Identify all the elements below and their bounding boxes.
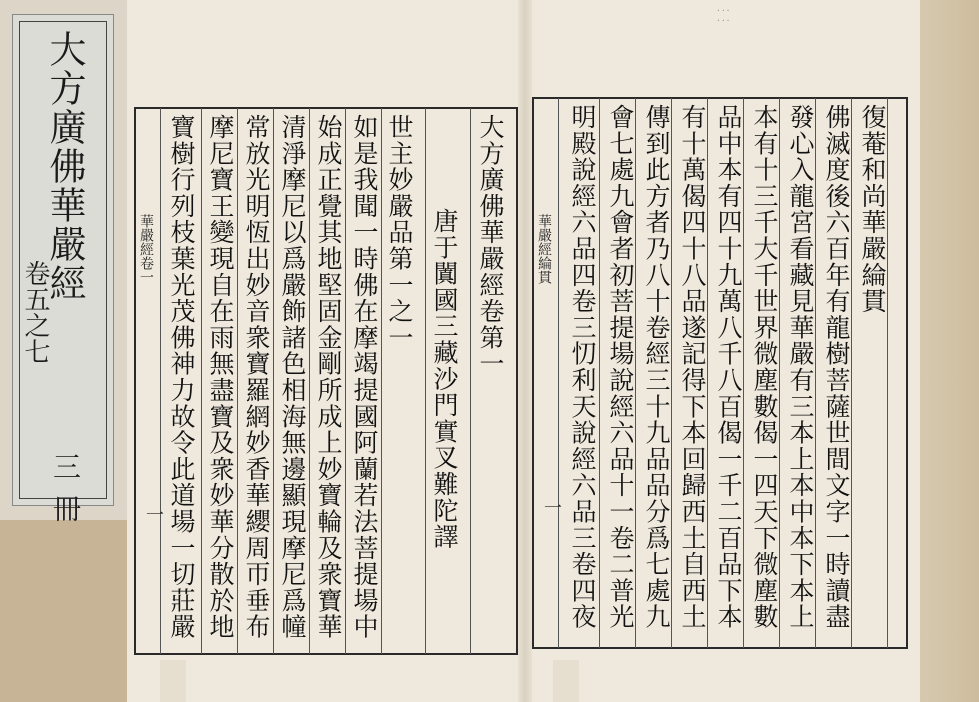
stamp-line: ... <box>716 4 731 13</box>
text-column: 大方廣佛華嚴經卷第一 <box>476 114 505 377</box>
next-cover-edge <box>920 0 979 702</box>
title-slip <box>12 14 114 536</box>
spine-label: 華嚴經卷一 <box>138 214 154 284</box>
text-column: 佛滅度後六百年有龍樹菩薩世間文字一時讀盡 <box>822 104 851 630</box>
column-rule <box>558 98 559 648</box>
column-rule <box>425 108 426 654</box>
text-column: 唐于闐國三藏沙門實叉難陀譯 <box>430 208 459 550</box>
text-column: 寶樹行列枝葉光茂佛神力故令此道場一切莊嚴 <box>167 114 196 640</box>
page-number: 一 <box>541 498 562 516</box>
text-column: 會七處九會者初菩提場說經六品十一卷二普光 <box>606 104 635 630</box>
cover-title: 大方廣佛華嚴經 <box>43 30 86 303</box>
page-fold <box>518 0 532 702</box>
column-rule <box>273 108 274 654</box>
column-rule <box>160 108 161 654</box>
library-stamp <box>716 4 866 34</box>
column-rule <box>381 108 382 654</box>
page-number: 一 <box>143 505 164 523</box>
text-column: 本有十三千大千世界微塵數偈一四天下微塵數 <box>750 104 779 630</box>
column-rule <box>470 108 471 654</box>
bookmark-slip <box>553 660 579 702</box>
text-column: 如是我聞一時佛在摩竭提國阿蘭若法菩提場中 <box>350 114 379 640</box>
column-rule <box>599 98 600 648</box>
text-column: 發心入龍宮看藏見華嚴有三本上本中本下本上 <box>786 104 815 630</box>
column-rule <box>309 108 310 654</box>
cover-juan: 卷五之七 <box>20 260 50 364</box>
column-rule <box>201 108 202 654</box>
spine-label: 華嚴經綸貫 <box>536 214 552 284</box>
text-column: 傳到此方者乃八十卷經三十九品品分爲七處九 <box>642 104 671 630</box>
text-column: 復菴和尚華嚴綸貫 <box>858 104 887 315</box>
text-column: 有十萬偈四十八品遂記得下本回歸西土自西土 <box>678 104 707 630</box>
text-column: 品中本有四十九萬八千八百偈一千二百品下本 <box>714 104 743 630</box>
bookmark-slip <box>160 660 186 702</box>
cover-lower-panel <box>0 520 127 702</box>
text-column: 清淨摩尼以爲嚴飾諸色相海無邊顯現摩尼爲幢 <box>278 114 307 640</box>
text-column: 摩尼寶王變現自在雨無盡寶及衆妙華分散於地 <box>206 114 235 640</box>
stamp-line: ... <box>716 14 731 23</box>
text-column: 常放光明恆出妙音衆寶羅網妙香華纓周帀垂布 <box>242 114 271 640</box>
title-slip-frame <box>19 21 107 536</box>
book-cover <box>0 0 127 702</box>
text-column: 始成正覺其地堅固金剛所成上妙寶輪及衆寶華 <box>314 114 343 640</box>
column-rule <box>345 108 346 654</box>
text-column: 世主妙嚴品第一之一 <box>385 114 414 351</box>
cover-volume: 三冊 <box>49 452 82 536</box>
text-column: 明殿說經六品四卷三忉利天說經六品三卷四夜 <box>568 104 597 630</box>
column-rule <box>237 108 238 654</box>
